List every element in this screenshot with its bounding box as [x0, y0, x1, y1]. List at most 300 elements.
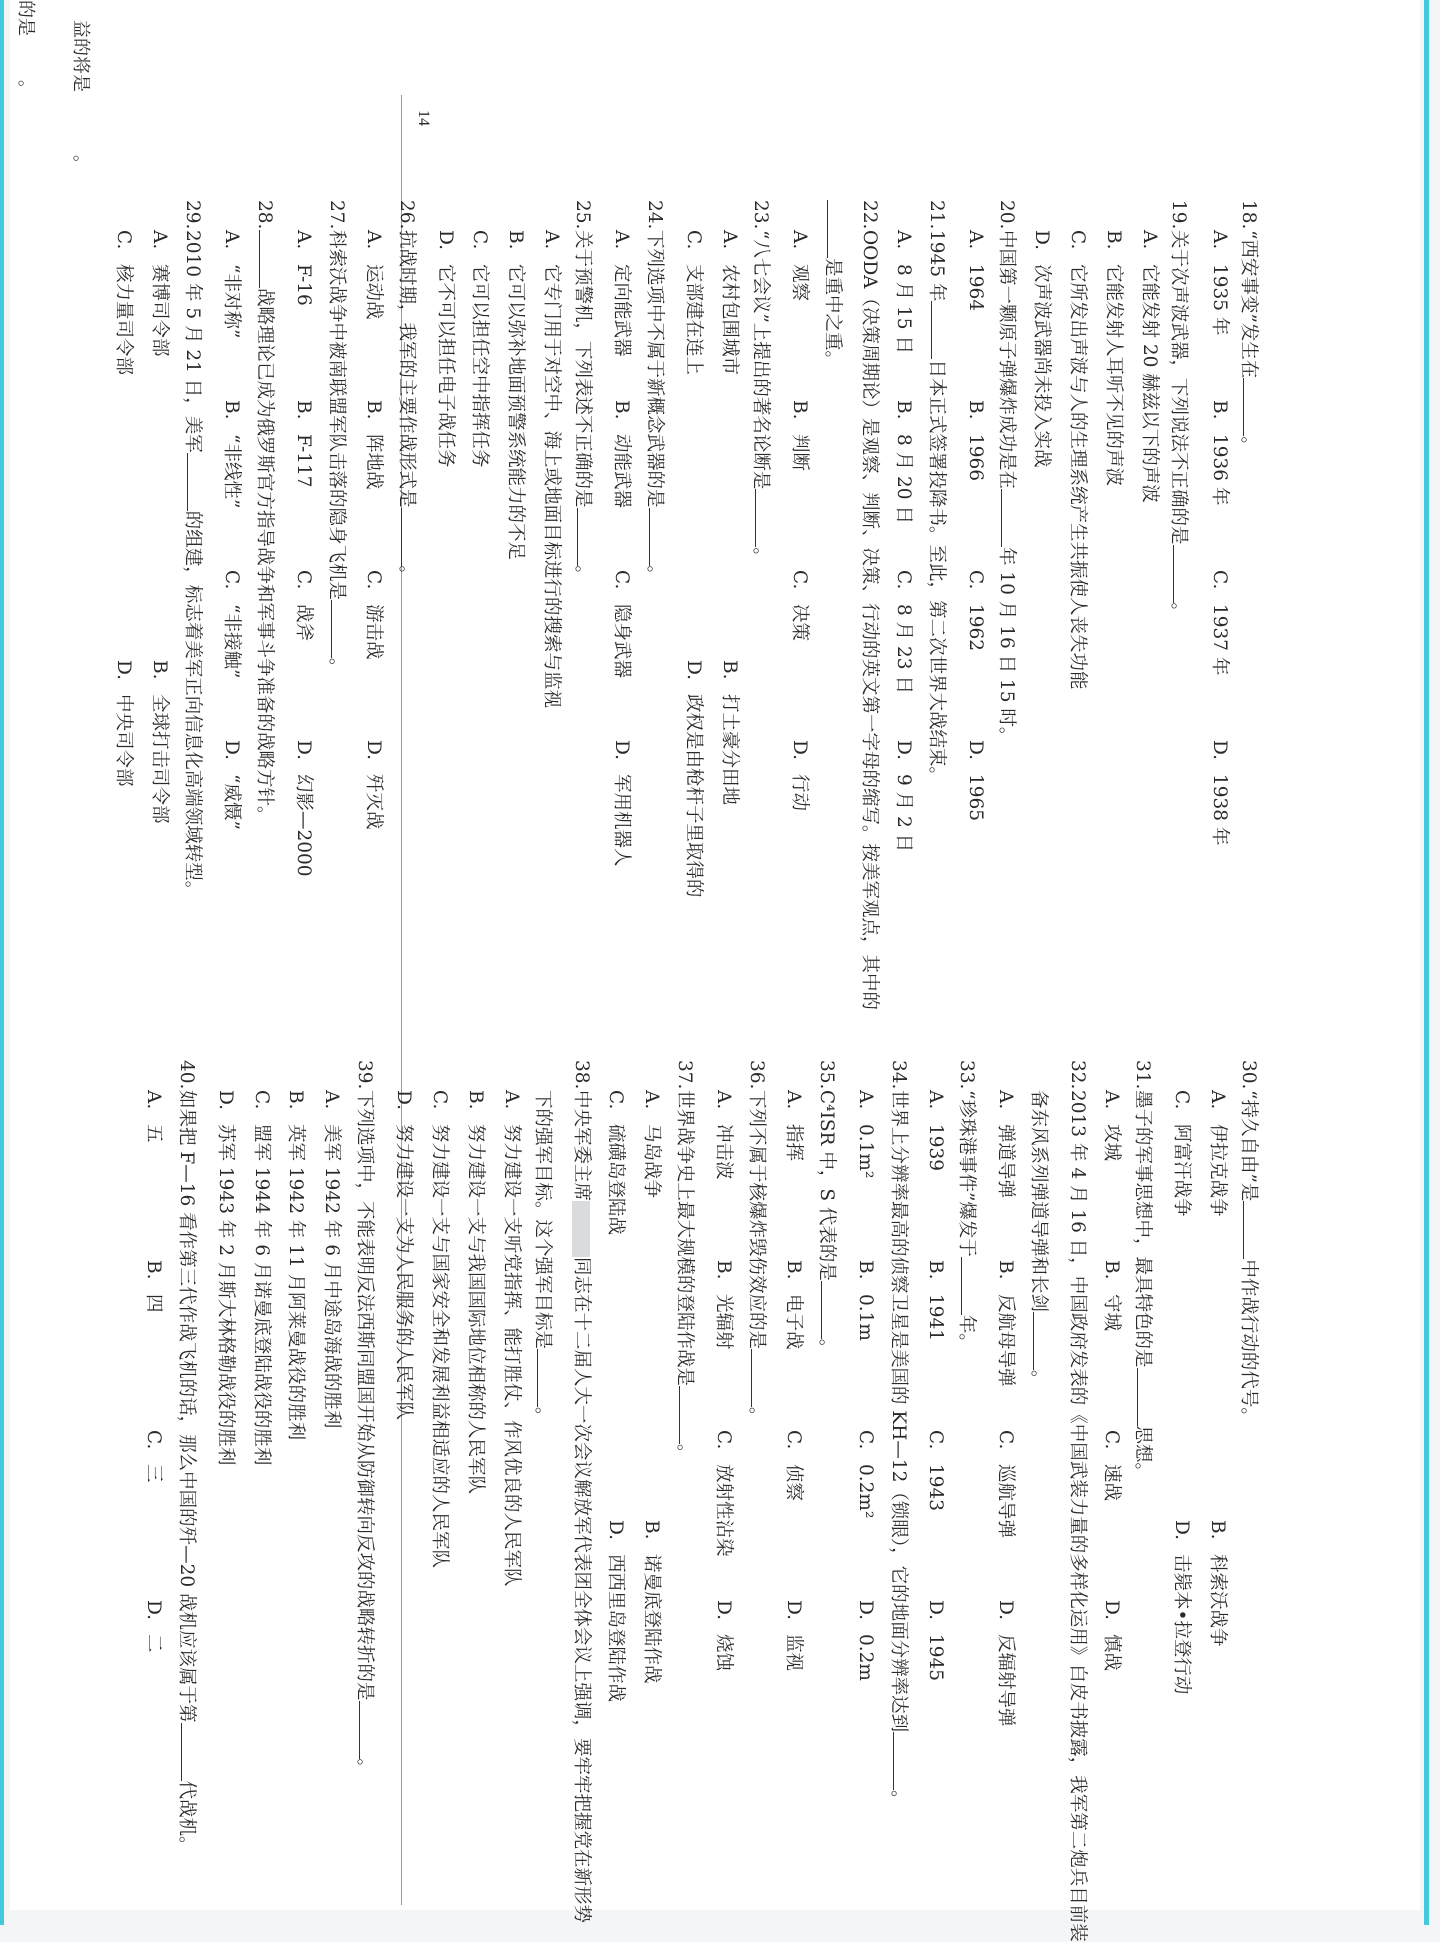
fragment-1: 的是 [15, 0, 36, 36]
question-stem: 世界战争史上最大规模的登陆作战是 [674, 1090, 695, 1387]
option-a [856, 1090, 875, 1178]
option-letter: D. [1171, 1520, 1192, 1541]
option-text: 反航母导弹 [995, 1294, 1016, 1387]
option-d [714, 1600, 733, 1671]
question-39 [355, 1060, 377, 1777]
question-number: 24. [644, 200, 665, 230]
option-letter: B. [293, 400, 314, 420]
option-letter: C. [293, 570, 314, 590]
option-c [926, 1430, 945, 1511]
option-text: 观察 [789, 264, 810, 302]
question-stem-after: 。 [746, 1407, 767, 1426]
question-stem: 2010 年 5 月 21 日，美军 [182, 230, 203, 453]
option-letter: C. [611, 570, 632, 590]
option-text: 赛博司令部 [149, 264, 170, 357]
option-a [322, 1090, 341, 1428]
question-stem: 如果把 F—16 看作第三代作战飞机的话，那么中国的歼—20 战机应该属于第 [176, 1090, 197, 1723]
page-number: 14 [415, 110, 432, 126]
option-letter: B. [505, 230, 526, 250]
option-letter: C. [965, 570, 986, 590]
option-d [612, 740, 631, 867]
question-number: 36. [746, 1060, 767, 1090]
question-number: 35. [816, 1060, 837, 1090]
option-text: 硫磺岛登陆战 [605, 1124, 626, 1236]
option-text: 阿富汗战争 [1171, 1124, 1192, 1217]
option-text: 定向能武器 [611, 264, 632, 357]
question-continuation [823, 200, 845, 369]
option-d [784, 1600, 803, 1671]
option-d [966, 740, 985, 821]
question-stem-after: 。 [1238, 436, 1259, 455]
question-30 [1239, 1060, 1261, 1426]
option-b [996, 1260, 1015, 1387]
option-d [364, 740, 383, 830]
option-text: 歼灭战 [363, 774, 384, 830]
question-number: 22. [859, 200, 880, 230]
fragment-3: 益的将是 [70, 20, 91, 92]
answer-blank [401, 508, 418, 566]
option-letter: D. [393, 1090, 414, 1111]
option-letter: D. [143, 1600, 164, 1621]
option-letter: A. [965, 230, 986, 250]
option-text: 1941 [925, 1294, 946, 1342]
question-34 [889, 1060, 911, 1809]
option-a [364, 230, 383, 320]
option-text: 0.2m [855, 1634, 876, 1681]
question-stem: 下列选项中不属于新概念武器的是 [644, 230, 665, 508]
option-text: 农村包围城市 [719, 264, 740, 376]
option-letter: C. [925, 1430, 946, 1450]
answer-blank [755, 489, 772, 547]
question-number: 30. [1238, 1060, 1259, 1090]
option-d [144, 1600, 163, 1653]
option-letter: C. [221, 570, 242, 590]
option-letter: A. [293, 230, 314, 250]
option-letter: D. [789, 740, 810, 761]
option-a [926, 1090, 945, 1171]
option-text: 盟军 1944 年 6 月诺曼底登陆战役的胜利 [251, 1124, 272, 1466]
option-text: 它所发出声波与人的生理系统产生共振使人丧失功能 [1067, 264, 1088, 690]
option-text: 1945 [925, 1634, 946, 1682]
question-stem-after: 年 10 月 16 日 15 时。 [996, 547, 1017, 746]
answer-blank [1033, 1312, 1050, 1370]
option-d [606, 1520, 625, 1702]
option-b [642, 1520, 661, 1684]
question-stem: 下列选项中，不能表明反法西斯同盟国开始从防御转向反攻的战略转折的是 [354, 1090, 375, 1701]
fragment-2: 。 [15, 80, 36, 98]
option-letter: A. [1207, 1090, 1228, 1110]
question-continuation [1029, 1090, 1051, 1389]
option-letter: C. [1171, 1090, 1192, 1110]
option-b [1208, 1520, 1227, 1647]
option-letter: A. [221, 230, 242, 250]
option-a [1102, 1090, 1121, 1161]
question-26 [397, 200, 419, 584]
option-b [150, 660, 169, 824]
option-b [222, 400, 241, 508]
option-b [612, 400, 631, 508]
option-letter: C. [683, 230, 704, 250]
option-text: 1965 [965, 774, 986, 822]
option-b [894, 400, 913, 524]
option-b [1104, 230, 1123, 486]
option-text: 1936 年 [1209, 434, 1230, 506]
option-letter: B. [465, 1090, 486, 1110]
option-letter: B. [995, 1260, 1016, 1280]
question-stem: 同志在十二届人大一次会议解放军代表团全体会议上强调，要牢牢把握党在新形势 [571, 1257, 592, 1924]
question-stem-after: 。 [644, 565, 665, 585]
option-text: 努力建设一支为人民服务的人民军队 [393, 1124, 414, 1421]
option-letter: A. [611, 230, 632, 250]
option-text: F-16 [293, 264, 314, 306]
option-c [714, 1430, 733, 1557]
option-text: 1966 [965, 434, 986, 482]
option-text: 它能发射人耳听不见的声波 [1103, 264, 1124, 487]
option-c [612, 570, 631, 678]
option-c [470, 230, 489, 468]
option-b [1102, 1260, 1121, 1331]
option-d [856, 1600, 875, 1681]
question-stem: “西安事变”发生在 [1238, 230, 1259, 379]
option-a [966, 230, 985, 311]
option-letter: D. [611, 740, 632, 761]
option-text: 五 [143, 1124, 164, 1143]
option-letter: B. [363, 400, 384, 420]
answer-blank [1243, 378, 1260, 436]
left-border [0, 0, 4, 1925]
page [10, 0, 1420, 1942]
option-a [784, 1090, 803, 1161]
option-a [542, 230, 561, 708]
question-stem: 抗战时期，我军的主要作战形式是 [396, 230, 417, 508]
option-b [790, 400, 809, 471]
answer-blank [893, 1732, 910, 1790]
option-a [894, 230, 913, 354]
option-letter: C. [469, 230, 490, 250]
option-letter: D. [293, 740, 314, 761]
question-stem-after: 。 [750, 547, 771, 566]
option-a [714, 1090, 733, 1180]
question-stem: C⁴ISR 中，S 代表的是 [816, 1090, 837, 1281]
option-letter: D. [605, 1520, 626, 1541]
option-c [364, 570, 383, 660]
option-letter: C. [605, 1090, 626, 1110]
option-letter: C. [783, 1430, 804, 1450]
option-text: 监视 [783, 1634, 804, 1672]
question-stem: 2013 年 4 月 16 日，中国政府发表的《中国武装力量的多样化运用》白皮书披露，我军第二炮兵目前装 [1067, 1090, 1088, 1942]
option-text: 9 月 2 日 [893, 774, 914, 853]
answer-blank [181, 1723, 198, 1781]
option-letter: A. [713, 1090, 734, 1110]
fragment-4: 。 [70, 155, 91, 173]
option-c [114, 230, 133, 375]
option-text: 隐身武器 [611, 604, 632, 679]
option-letter: D. [363, 740, 384, 761]
option-letter: B. [925, 1260, 946, 1280]
option-text: 诺曼底登陆作战 [641, 1554, 662, 1684]
option-c [684, 230, 703, 375]
option-letter: A. [783, 1090, 804, 1110]
question-number: 28. [254, 200, 275, 230]
option-letter: B. [221, 400, 242, 420]
option-d [1032, 230, 1051, 468]
option-text: 冲击波 [713, 1124, 734, 1180]
option-letter: B. [855, 1260, 876, 1280]
option-a [144, 1090, 163, 1143]
answer-blank [1173, 545, 1190, 603]
option-b [966, 400, 985, 481]
option-b [286, 1090, 305, 1440]
question-stem-after: 。 [888, 1790, 909, 1809]
question-23 [751, 200, 773, 566]
answer-blank [751, 1349, 768, 1407]
question-stem-after: 。 [326, 658, 347, 677]
option-text: 8 月 20 日 [893, 434, 914, 524]
question-number: 38. [571, 1060, 592, 1090]
option-letter: D. [893, 740, 914, 761]
option-letter: C. [429, 1090, 450, 1110]
option-letter: C. [251, 1090, 272, 1110]
question-stem-after: 中作战行动的代号。 [1238, 1259, 1259, 1426]
answer-blank [961, 1257, 978, 1315]
option-letter: B. [783, 1260, 804, 1280]
option-text: 电子战 [783, 1294, 804, 1350]
option-text: 二 [143, 1634, 164, 1653]
option-text: 1939 [925, 1124, 946, 1172]
question-number: 25. [572, 200, 593, 230]
question-number: 18. [1238, 200, 1259, 230]
option-letter: B. [1209, 400, 1230, 420]
option-text: “非接触” [221, 604, 242, 679]
question-stem-after: 日本正式签署投降书。至此，第二次世界大战结束。 [926, 359, 947, 785]
option-text: 科索沃战争 [1207, 1554, 1228, 1647]
option-text: 西西里岛登陆作战 [605, 1554, 626, 1703]
option-d [996, 1600, 1015, 1727]
option-d [114, 660, 133, 787]
option-text: 政权是由枪杆子里取得的 [683, 694, 704, 898]
option-letter: A. [1101, 1090, 1122, 1110]
option-text: 巡航导弹 [995, 1464, 1016, 1539]
option-letter: A. [855, 1090, 876, 1110]
option-text: 马岛战争 [641, 1124, 662, 1199]
question-37 [675, 1060, 697, 1463]
question-27 [327, 200, 349, 677]
option-letter: C. [1209, 570, 1230, 590]
option-c [1172, 1090, 1191, 1217]
question-continuation [533, 1090, 555, 1426]
option-c [894, 570, 913, 694]
answer-blank [537, 1349, 554, 1407]
answer-blank [827, 200, 844, 258]
question-stem: 中国第一颗原子弹爆炸成功是在 [996, 230, 1017, 490]
question-number: 31. [1132, 1060, 1153, 1090]
option-letter: C. [893, 570, 914, 590]
option-text: 击毙本•拉登行动 [1171, 1554, 1192, 1695]
option-text: 它可以担任空中指挥任务 [469, 264, 490, 468]
option-a [222, 230, 241, 338]
option-letter: A. [149, 230, 170, 250]
option-letter: B. [893, 400, 914, 420]
option-letter: A. [719, 230, 740, 250]
option-text: 光辐射 [713, 1294, 734, 1350]
option-letter: C. [143, 1430, 164, 1450]
option-text: 1964 [965, 264, 986, 312]
answer-blank [1001, 489, 1018, 547]
question-35 [817, 1060, 839, 1357]
question-18 [1239, 200, 1261, 455]
option-b [720, 660, 739, 805]
question-25 [573, 200, 595, 584]
option-c [430, 1090, 449, 1568]
option-text: 努力建设一支听党指挥、能打胜仗、作风优良的人民军队 [501, 1124, 522, 1587]
question-stem-after: 战略理论已成为俄罗斯官方指导战争和军事斗争准备的战略方针。 [254, 288, 275, 825]
question-32 [1068, 1060, 1087, 1942]
question-number: 32. [1067, 1060, 1088, 1090]
option-c [856, 1430, 875, 1518]
option-a [642, 1090, 661, 1198]
option-text: 行动 [789, 774, 810, 812]
option-text: 8 月 15 日 [893, 264, 914, 354]
option-text: 1937 年 [1209, 604, 1230, 676]
option-letter: D. [925, 1600, 946, 1621]
option-c [790, 570, 809, 641]
option-text: 1935 年 [1209, 264, 1230, 336]
option-d [1102, 1600, 1121, 1671]
answer-blank [331, 600, 348, 658]
question-stem-after: 年。 [956, 1314, 977, 1352]
option-d [436, 230, 455, 468]
option-c [252, 1090, 271, 1465]
question-19 [1169, 200, 1191, 621]
option-c [1210, 570, 1229, 675]
option-d [294, 740, 313, 877]
option-d [894, 740, 913, 852]
question-stem: “持久自由”是 [1238, 1090, 1259, 1202]
option-c [966, 570, 985, 651]
option-text: 打土豪分田地 [719, 694, 740, 806]
option-letter: D. [713, 1600, 734, 1621]
option-text: 次声波武器尚未投入实战 [1031, 264, 1052, 468]
option-a [720, 230, 739, 375]
option-a [790, 230, 809, 301]
option-letter: A. [995, 1090, 1016, 1110]
option-letter: B. [641, 1520, 662, 1540]
question-stem: 下列不属于核爆炸毁伤效应的是 [746, 1090, 767, 1350]
option-letter: A. [893, 230, 914, 250]
option-text: 侦察 [783, 1464, 804, 1502]
option-text: 游击战 [363, 604, 384, 660]
option-text: 努力建设一支与我国国际地位相称的人民军队 [465, 1124, 486, 1495]
question-number: 21. [926, 200, 947, 230]
option-letter: C. [363, 570, 384, 590]
option-text: 攻城 [1101, 1124, 1122, 1162]
option-letter: C. [995, 1430, 1016, 1450]
option-text: 0.2m² [855, 1464, 876, 1519]
answer-blank [577, 508, 594, 566]
option-letter: C. [113, 230, 134, 250]
option-letter: B. [1207, 1520, 1228, 1540]
option-letter: A. [641, 1090, 662, 1110]
option-a [1208, 1090, 1227, 1217]
option-c [1068, 230, 1087, 690]
option-text: 8 月 23 日 [893, 604, 914, 694]
question-29 [183, 200, 205, 899]
question-40 [177, 1060, 199, 1855]
option-a [502, 1090, 521, 1587]
question-number: 39. [354, 1060, 375, 1090]
option-b [466, 1090, 485, 1494]
question-stem-after: 。 [354, 1758, 375, 1778]
option-text: 0.1m [855, 1294, 876, 1341]
option-letter: C. [1101, 1430, 1122, 1450]
question-stem: “珍珠港事件”爆发于 [956, 1090, 977, 1257]
option-letter: B. [611, 400, 632, 420]
answer-blank [359, 1701, 376, 1759]
continuation-text: 是重中之重。 [822, 258, 843, 370]
option-text: 努力建设一支与国家安全和发展利益相适应的人民军队 [429, 1124, 450, 1569]
option-d [394, 1090, 413, 1420]
question-number: 37. [674, 1060, 695, 1090]
option-letter: D. [1209, 740, 1230, 761]
option-letter: D. [965, 740, 986, 761]
option-letter: B. [285, 1090, 306, 1110]
option-text: 伊拉克战争 [1207, 1124, 1228, 1217]
question-22 [860, 200, 879, 1010]
question-24 [645, 200, 667, 584]
option-text: 速战 [1101, 1464, 1122, 1502]
option-letter: B. [965, 400, 986, 420]
option-text: 阵地战 [363, 434, 384, 490]
option-text: 烧蚀 [713, 1634, 734, 1672]
option-letter: D. [435, 230, 456, 251]
option-b [144, 1260, 163, 1313]
option-text: F-117 [293, 434, 314, 488]
option-text: “非线性” [221, 434, 242, 509]
option-a [150, 230, 169, 357]
option-text: “非对称” [221, 264, 242, 339]
option-b [294, 400, 313, 488]
option-letter: C. [1067, 230, 1088, 250]
option-text: 它专门用于对空中、海上或地面目标进行的搜索与监视 [541, 264, 562, 709]
option-d [222, 740, 241, 830]
option-letter: D. [221, 740, 242, 761]
answer-blank [931, 301, 948, 359]
continuation-after: 。 [532, 1407, 553, 1426]
option-letter: D. [995, 1600, 1016, 1621]
option-text: 指挥 [783, 1124, 804, 1162]
option-text: 慎战 [1101, 1634, 1122, 1672]
question-number: 34. [888, 1060, 909, 1090]
option-letter: A. [541, 230, 562, 250]
option-letter: B. [719, 660, 740, 680]
option-text: 四 [143, 1294, 164, 1313]
question-stem: 关于预警机，下列表述不正确的是 [572, 230, 593, 508]
option-letter: B. [143, 1260, 164, 1280]
option-letter: D. [855, 1600, 876, 1621]
answer-blank [187, 453, 204, 511]
question-stem-after: 思想。 [1132, 1425, 1153, 1482]
question-stem: 世界上分辨率最高的侦察卫星是美国的 KH—12（锁眼），它的地面分辨率达到 [888, 1090, 909, 1733]
option-c [144, 1430, 163, 1483]
question-21 [927, 200, 949, 785]
option-text: 支部建在连上 [683, 264, 704, 376]
option-text: 1938 年 [1209, 774, 1230, 846]
option-b [364, 400, 383, 490]
option-text: 1962 [965, 604, 986, 652]
option-letter: D. [683, 660, 704, 681]
option-c [1102, 1430, 1121, 1501]
option-letter: A. [501, 1090, 522, 1110]
